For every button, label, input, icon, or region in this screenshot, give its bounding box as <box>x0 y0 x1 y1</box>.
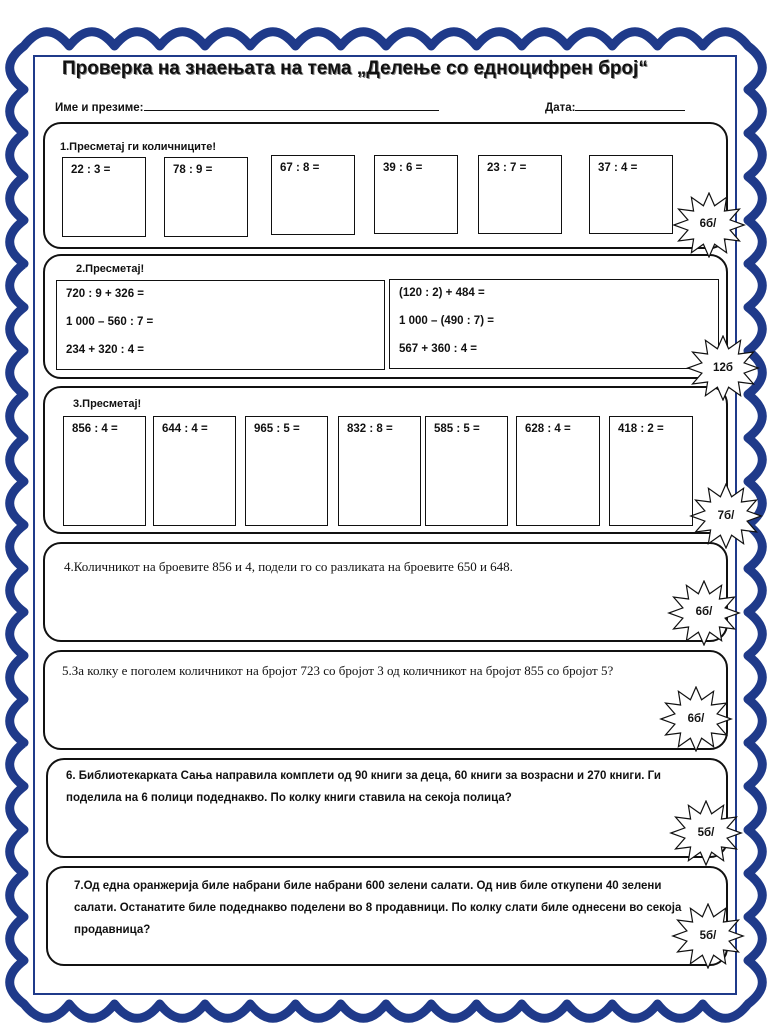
task-1-points: 6б/ <box>699 218 717 230</box>
task-7-text: 7.Од една оранжерија биле набрани биле набрани 600 зелени салати. Од нив биле откупени 40 зелени салати. Останатите биле подеднакво поделени во 8 продавници. По колку слати биле однесени во секоја продавница? <box>74 880 682 936</box>
task-3-item[interactable]: 585 : 5 = <box>425 416 508 526</box>
task-2-expression: 1 000 – (490 : 7) = <box>399 315 494 327</box>
date-input-line[interactable] <box>575 99 685 111</box>
task-2-expression: 1 000 – 560 : 7 = <box>66 316 154 328</box>
task-2-expression: 567 + 360 : 4 = <box>399 343 478 355</box>
task-2-expression: (120 : 2) + 484 = <box>399 287 485 299</box>
page-title: Проверка на знаењата на тема „Делење со едноцифрен број“ <box>62 58 648 79</box>
name-label: Име и презиме: <box>55 102 144 114</box>
task-2-expression: 720 : 9 + 326 = <box>66 288 145 300</box>
task-1-item[interactable]: 23 : 7 = <box>478 155 562 234</box>
task-1-item[interactable]: 78 : 9 = <box>164 157 248 237</box>
task-3-item[interactable]: 856 : 4 = <box>63 416 146 526</box>
task-3-item[interactable]: 965 : 5 = <box>245 416 328 526</box>
name-input-line[interactable] <box>144 99 439 111</box>
task-2-expression: 234 + 320 : 4 = <box>66 344 145 356</box>
task-2-points: 12б <box>713 362 733 374</box>
task-5-text: 5.За колку е поголем количникот на бројот 723 со бројот 3 од количникот на бројот 855 со бројот 5? <box>62 663 614 678</box>
date-label: Дата: <box>545 102 576 114</box>
task-4-text: 4.Количникот на броевите 856 и 4, подели го со разликата на броевите 650 и 648. <box>64 559 513 574</box>
task-1-item[interactable]: 67 : 8 = <box>271 155 355 235</box>
task-3-item[interactable]: 418 : 2 = <box>609 416 693 526</box>
task-3-points: 7б/ <box>717 510 735 522</box>
task-5-points: 6б/ <box>687 713 705 725</box>
task-1-item[interactable]: 22 : 3 = <box>62 157 146 237</box>
task-4-points: 6б/ <box>695 606 713 618</box>
task-4-section[interactable] <box>43 542 728 642</box>
name-field-row <box>55 99 439 114</box>
task-2-title: 2.Пресметај! <box>76 263 145 275</box>
task-1-item[interactable]: 39 : 6 = <box>374 155 458 234</box>
task-3-item[interactable]: 832 : 8 = <box>338 416 421 526</box>
date-field-row <box>545 99 685 114</box>
task-1-item[interactable]: 37 : 4 = <box>589 155 673 234</box>
task-6-text: 6. Библиотекарката Сања направила комплети од 90 книги за деца, 60 книги за возрасни и 270 книги. Ги поделила на 6 полици подеднакво. По колку книги ставила на секоја полица? <box>66 770 661 804</box>
task-3-title: 3.Пресметај! <box>73 398 142 410</box>
task-7-points: 5б/ <box>699 930 717 942</box>
task-3-item[interactable]: 644 : 4 = <box>153 416 236 526</box>
task-3-item[interactable]: 628 : 4 = <box>516 416 600 526</box>
task-6-points: 5б/ <box>697 827 715 839</box>
task-1-title: 1.Пресметај ги количниците! <box>60 141 217 153</box>
